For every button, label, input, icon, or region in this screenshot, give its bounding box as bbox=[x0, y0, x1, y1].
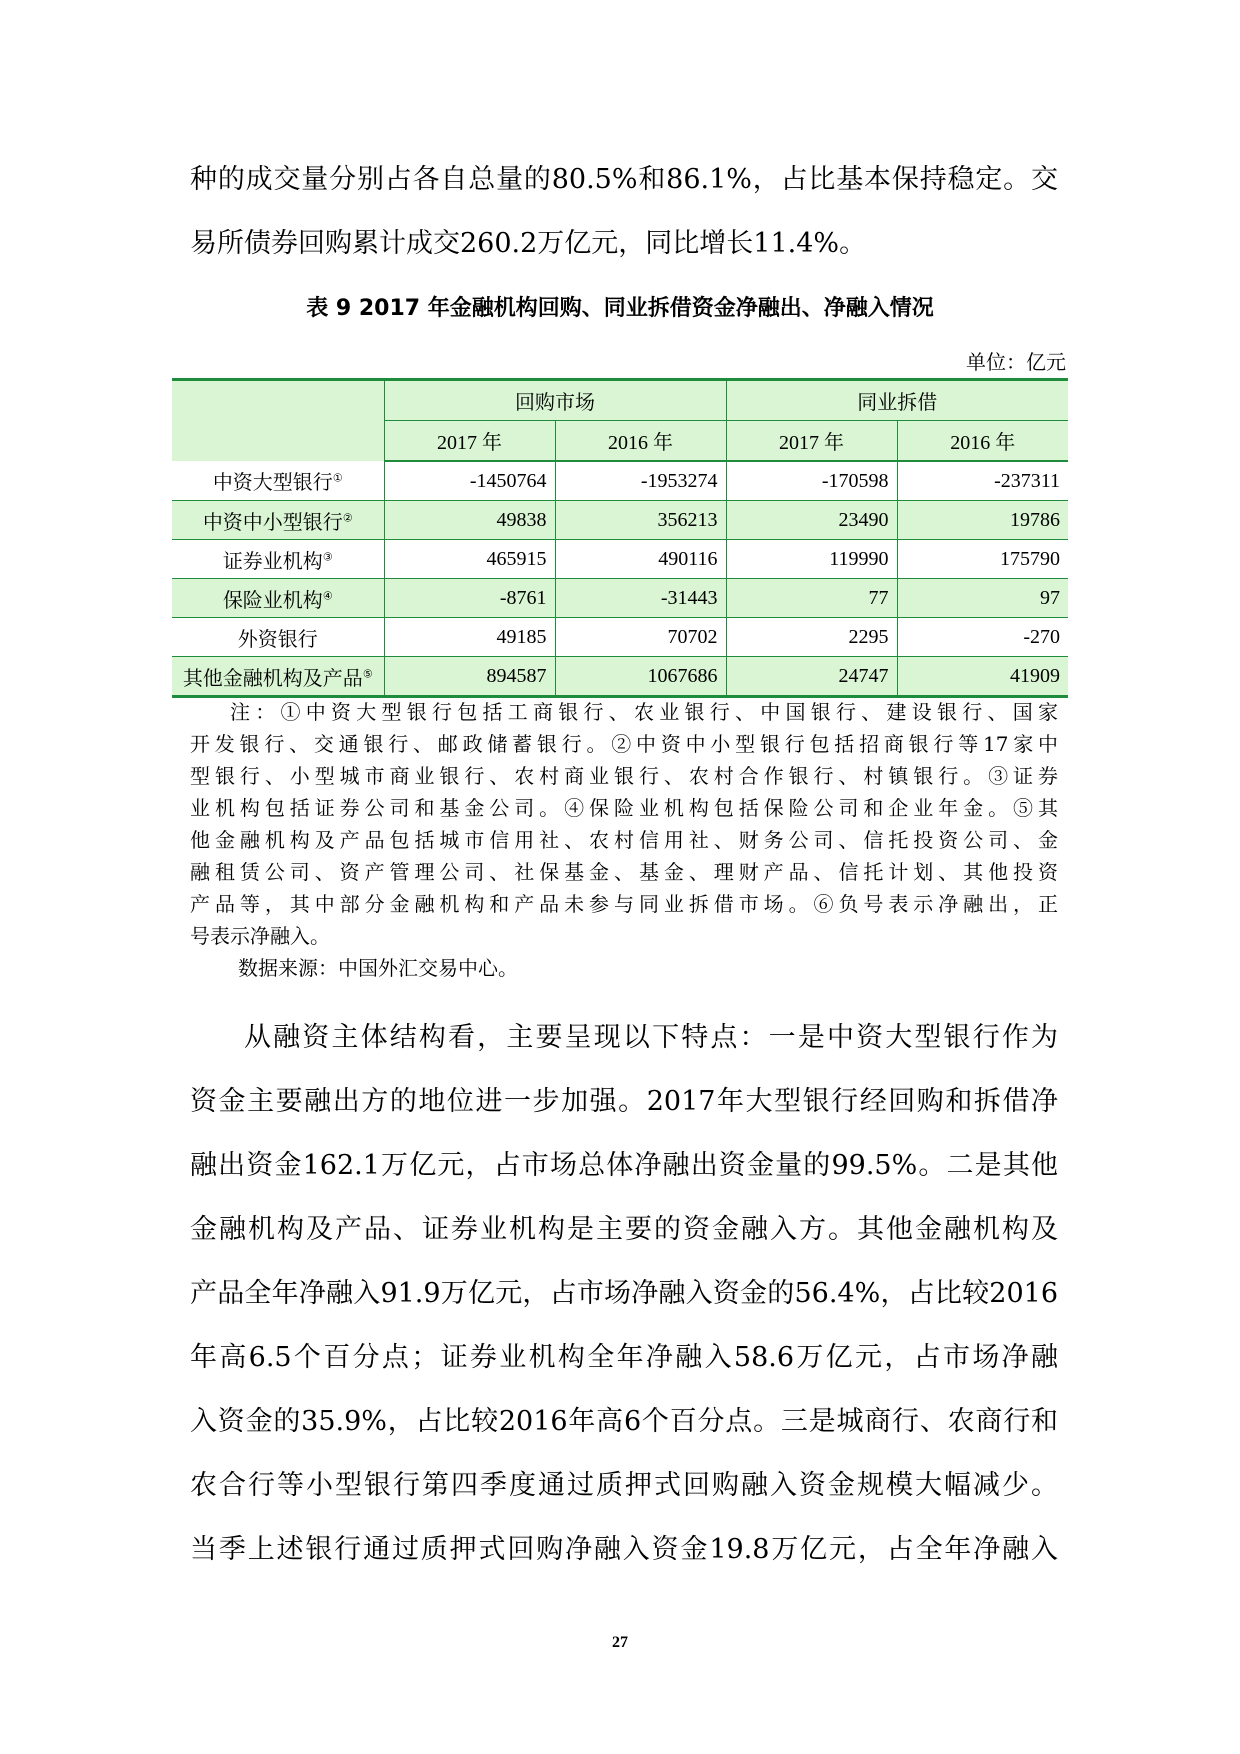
table-cell: 24747 bbox=[726, 657, 897, 697]
note-line: 业机构包括证券公司和基金公司。④保险业机构包括保险公司和企业年金。⑤其 bbox=[190, 796, 1058, 820]
table-cell: 49838 bbox=[384, 501, 555, 540]
row-label: 中资中小型银行② bbox=[172, 501, 384, 540]
table-cell: 19786 bbox=[897, 501, 1068, 540]
table-cell: 70702 bbox=[555, 618, 726, 657]
footnote-marker: ③ bbox=[322, 550, 333, 563]
table-cell: 894587 bbox=[384, 657, 555, 697]
table-cell: -270 bbox=[897, 618, 1068, 657]
intro-paragraph-line: 种的成交量分别占各自总量的80.5%和86.1%，占比基本保持稳定。交 bbox=[190, 164, 1058, 195]
financing-table bbox=[172, 378, 1068, 698]
note-line: 他金融机构及产品包括城市信用社、农村信用社、财务公司、信托投资公司、金 bbox=[190, 828, 1058, 852]
body-paragraph-line: 金融机构及产品、证券业机构是主要的资金融入方。其他金融机构及 bbox=[190, 1214, 1058, 1245]
body-paragraph-line: 入资金的35.9%，占比较2016年高6个百分点。三是城商行、农商行和 bbox=[190, 1406, 1058, 1437]
year-header: 2017 年 bbox=[384, 421, 555, 462]
table-cell: -237311 bbox=[897, 461, 1068, 501]
row-label: 保险业机构④ bbox=[172, 579, 384, 618]
table-cell: 1067686 bbox=[555, 657, 726, 697]
note-line: 产品等，其中部分金融机构和产品未参与同业拆借市场。⑥负号表示净融出，正 bbox=[190, 892, 1058, 916]
data-source: 数据来源：中国外汇交易中心。 bbox=[238, 956, 518, 980]
footnote-marker: ② bbox=[342, 511, 353, 524]
footnote-marker: ④ bbox=[322, 589, 333, 602]
table-cell: 41909 bbox=[897, 657, 1068, 697]
row-label: 外资银行 bbox=[172, 618, 384, 657]
table-cell: 77 bbox=[726, 579, 897, 618]
table-row bbox=[172, 618, 1068, 657]
table-cell: -1450764 bbox=[384, 461, 555, 501]
note-line: 号表示净融入。 bbox=[190, 924, 330, 948]
table-cell: 465915 bbox=[384, 540, 555, 579]
note-line: 注：①中资大型银行包括工商银行、农业银行、中国银行、建设银行、国家 bbox=[230, 700, 1058, 724]
table-cell: 175790 bbox=[897, 540, 1068, 579]
year-header: 2016 年 bbox=[897, 421, 1068, 462]
group-header-interbank-lending: 同业拆借 bbox=[726, 380, 1068, 421]
row-label: 其他金融机构及产品⑤ bbox=[172, 657, 384, 697]
table-cell: 49185 bbox=[384, 618, 555, 657]
table-title: 表 9 2017 年金融机构回购、同业拆借资金净融出、净融入情况 bbox=[306, 296, 934, 321]
table-unit: 单位：亿元 bbox=[966, 350, 1066, 374]
footnote-marker: ⑤ bbox=[362, 667, 373, 680]
table-cell: -1953274 bbox=[555, 461, 726, 501]
row-label: 中资大型银行① bbox=[172, 461, 384, 501]
table-row bbox=[172, 579, 1068, 618]
year-header: 2016 年 bbox=[555, 421, 726, 462]
body-paragraph-line: 年高6.5个百分点；证券业机构全年净融入58.6万亿元，占市场净融 bbox=[190, 1342, 1058, 1373]
table-row bbox=[172, 657, 1068, 697]
table-group-header-row bbox=[172, 380, 1068, 421]
table-row bbox=[172, 540, 1068, 579]
table-cell: 356213 bbox=[555, 501, 726, 540]
table-corner-cell bbox=[172, 380, 384, 462]
table-cell: 2295 bbox=[726, 618, 897, 657]
page-number: 27 bbox=[612, 1634, 628, 1651]
table-row bbox=[172, 501, 1068, 540]
year-header: 2017 年 bbox=[726, 421, 897, 462]
table-cell: -8761 bbox=[384, 579, 555, 618]
body-paragraph-line: 产品全年净融入91.9万亿元，占市场净融入资金的56.4%，占比较2016 bbox=[190, 1278, 1058, 1309]
table-cell: 97 bbox=[897, 579, 1068, 618]
body-paragraph-line: 从融资主体结构看，主要呈现以下特点：一是中资大型银行作为 bbox=[244, 1022, 1058, 1053]
table-cell: 490116 bbox=[555, 540, 726, 579]
table-notes bbox=[190, 696, 1058, 984]
table-row bbox=[172, 461, 1068, 501]
body-paragraph-line: 资金主要融出方的地位进一步加强。2017年大型银行经回购和拆借净 bbox=[190, 1086, 1058, 1117]
body-paragraph-line: 农合行等小型银行第四季度通过质押式回购融入资金规模大幅减少。 bbox=[190, 1470, 1058, 1501]
note-line: 开发银行、交通银行、邮政储蓄银行。②中资中小型银行包括招商银行等17家中 bbox=[190, 732, 1058, 756]
table-cell: -31443 bbox=[555, 579, 726, 618]
row-label: 证券业机构③ bbox=[172, 540, 384, 579]
group-header-repo: 回购市场 bbox=[384, 380, 726, 421]
footnote-marker: ① bbox=[332, 472, 343, 485]
table-cell: 119990 bbox=[726, 540, 897, 579]
table-cell: 23490 bbox=[726, 501, 897, 540]
table-cell: -170598 bbox=[726, 461, 897, 501]
note-line: 融租赁公司、资产管理公司、社保基金、基金、理财产品、信托计划、其他投资 bbox=[190, 860, 1058, 884]
body-paragraph-line: 当季上述银行通过质押式回购净融入资金19.8万亿元，占全年净融入 bbox=[190, 1534, 1058, 1565]
intro-paragraph-line: 易所债券回购累计成交260.2万亿元，同比增长11.4%。 bbox=[190, 228, 867, 259]
note-line: 型银行、小型城市商业银行、农村商业银行、农村合作银行、村镇银行。③证券 bbox=[190, 764, 1058, 788]
body-paragraph-line: 融出资金162.1万亿元，占市场总体净融出资金量的99.5%。二是其他 bbox=[190, 1150, 1058, 1181]
